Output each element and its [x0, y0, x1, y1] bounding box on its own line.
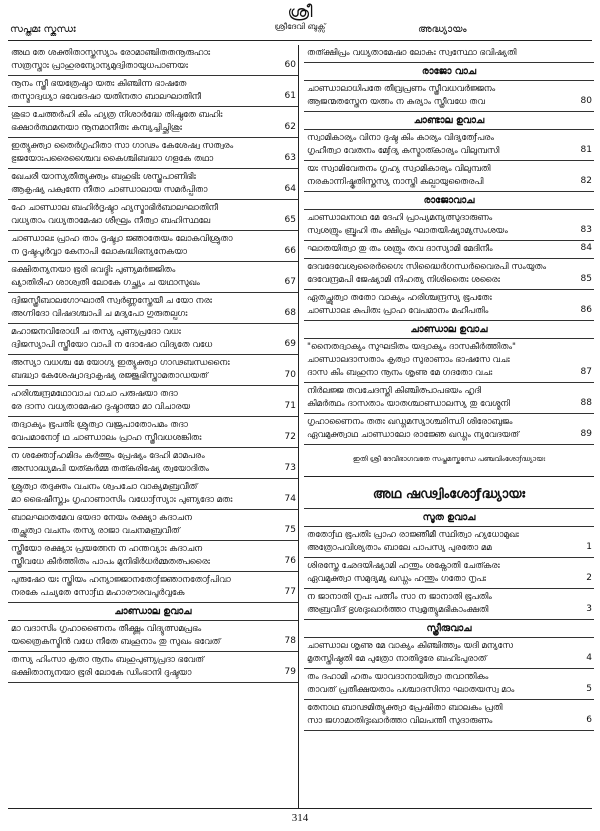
verse-block — [304, 527, 594, 558]
verse-line: ചാണ്ഡാലദാസതാം കൃത്വാ സുരാണാം ഭാഷസേ വചഃ — [307, 355, 510, 365]
verse-line: തം ദഹാമി ഹതം യാവദാനായിത്വാ തവാന്തികം — [307, 672, 489, 682]
verse-block — [304, 130, 594, 161]
verse-number: 85 — [580, 274, 592, 284]
verse-line: ശിരസ്തേ ഛേദയിഷ്യാമി ഹന്തും ശക്നോതി ചേത്കരഃ — [307, 561, 500, 571]
verse-number: 64 — [284, 184, 296, 194]
verse-line: വധ്യതാം വധ്യതാമേഷാ ശീഘ്രം നീത്വാ ബഹിസ്ഥലേ — [11, 216, 211, 226]
verse-block — [8, 231, 298, 262]
verse-number: 88 — [580, 398, 592, 408]
verse-block — [8, 479, 298, 510]
speaker-heading: ചാണ്ടാല ഉവാച — [304, 112, 594, 130]
column-divider — [298, 45, 299, 808]
verse-block — [8, 169, 298, 200]
verse-line: ഗൃഹാണൈനം തതഃ ഖഡ്ഗമസ്യാശ്ഛിന്ധി ശിരോബുജം — [307, 417, 513, 427]
verse-line: തതോƒഥ ഭൂപതിഃ പ്രാഹ രാജ്ഞീമീ സ്ഥിത്വാ ഹ്യധോമുഖഃ — [307, 530, 519, 540]
verse-block — [8, 621, 298, 652]
publisher-logo: ശ്രീ — [287, 2, 313, 21]
verse-block — [8, 541, 298, 572]
verse-block — [8, 386, 298, 417]
chapter-title: അഥ ഷഢ്വിംശോƒദ്ധ്യായഃ — [304, 477, 594, 509]
speaker-heading: സൂത ഉവാച — [304, 509, 594, 527]
verse-block — [304, 210, 594, 241]
verse-block — [304, 290, 594, 321]
verse-number: 87 — [580, 367, 592, 377]
publisher-mark — [8, 4, 592, 32]
verse-block — [304, 241, 594, 259]
page-number: 314 — [291, 812, 309, 824]
verse-number: 6 — [586, 715, 592, 725]
verse-number: 83 — [580, 225, 592, 235]
speaker-heading: രാജോ വാച — [304, 63, 594, 81]
verse-line: ചാണ്ഡാല ശൃണു മേ വാക്യം കിഞ്ചിത്ത്വം യദി മന്യസേ — [307, 641, 513, 651]
verse-line: രേ ദാസ വധ്യതാമേഷാ ദുഷ്ടാത്മാ മാ വിചാരയ — [11, 402, 191, 412]
verse-line: ദാസ കിം ബഹുനാ നൂനം ശൃണു മേ ഗദതോ വചഃ — [307, 368, 493, 378]
verse-block — [8, 652, 298, 683]
verse-block — [304, 81, 594, 112]
verse-line: ബാലഘാതമേവ ഭയദാ നേയം രക്ഷ്യാ കദാചന — [11, 513, 192, 523]
verse-block — [8, 107, 298, 138]
colophon: ഇതി ശ്രീ ദേവീഭാഗവതേ സപ്തമസ്കന്ധേ പഞ്ചവിംശോƒദ്ധ്യായഃ — [304, 445, 594, 477]
verse-number: 84 — [580, 243, 592, 253]
verse-block — [8, 45, 298, 76]
verse-line: അബ്രവീദ് ഭൃശദുഃഖാർത്താ സ്വമൃത്യുമഭികാംക്ഷതി — [307, 605, 489, 615]
verse-line: നിർലജ്ജ തവചേദസ്തി കിഞ്ചിത്പാപഭയം ഹൃദി — [307, 386, 482, 396]
verse-block — [8, 510, 298, 541]
verse-line: സ്ത്രീയോ രക്ഷ്യാഃ പ്രയത്നേന ന ഹന്തവ്യാഃ കദാചന — [11, 544, 203, 554]
verse-line: ചാണ്ഡാലാധിപതേ തീവ്രപ്രണം സ്ത്രീവധവർജ്ജനം — [307, 84, 496, 94]
verse-block — [304, 161, 594, 192]
verse-number: 62 — [284, 122, 296, 132]
page-header — [8, 4, 592, 40]
verse-number: 78 — [284, 636, 296, 646]
verse-line: ഭക്ഷാർത്ഥമനയാ നൂനമാനീതഃ കമ്പ്യച്ചിച്ഛിശുഃ — [11, 123, 182, 133]
verse-number: 66 — [284, 246, 296, 256]
verse-number: 70 — [284, 370, 296, 380]
footer-rule — [8, 808, 592, 809]
verse-line: ദേവദേവേശ്വരൈർഗൈഃ സിദ്ധൈർഗന്ധർവൈരപി സംയുതം — [307, 262, 547, 272]
verse-number: 72 — [284, 432, 296, 442]
verse-line: അസ്യാ വധശ്ച മേ യോഗ്യ ഇത്യുക്ത്വാ ഗാഢബന്ധനൈഃ — [11, 358, 230, 368]
verse-number: 4 — [586, 653, 592, 663]
running-head-left: സപ്തമഃ സ്കന്ധഃ — [10, 24, 76, 35]
verse-line: ന ശക്തോƒഹമിദം കർത്തും പ്രേഷ്യം ദേഹി മാമപരം — [11, 451, 205, 461]
verse-line: അഗ്നിദോ വിഷദശ്ചാപി ച മദ്യപോ ഗുരുതല്പഗഃ — [11, 309, 188, 319]
verse-line: കിമർത്ഥം ദാസതാം യാതശ്ചാണ്ഡാലസ്യ തു വേശ്മനി — [307, 399, 510, 409]
verse-number: 73 — [284, 463, 296, 473]
verse-line: അത്രോപവിശ്യതാം ബാലേ പാപസ്യ പുരതോ മമ — [307, 543, 492, 553]
verse-line: ആകൃഷ്യ പക്വന്നേ നീതാ ചാണ്ഡാലായ സമർപ്പിതാ — [11, 185, 208, 195]
verse-block — [304, 259, 594, 290]
verse-block — [8, 355, 298, 386]
verse-line: മാ ഭൈഷീസ്ത്വം ഗൃഹാണാസിം വധോƒസ്യാഃ പുണ്യദോ മതഃ — [11, 495, 233, 505]
verse-block — [304, 589, 594, 620]
verse-number: 86 — [580, 305, 592, 315]
verse-number: 68 — [284, 308, 296, 318]
verse-line: ചാണ്ഡാലഃ പ്രാഹ താം ദൃഷ്ട്വാ ജ്ഞാതേയം ലോകവിശ്രുതാ — [11, 234, 233, 244]
verse-number: 2 — [586, 573, 592, 583]
verse-line: ഏതച്ഛ്രുത്വാ തതോ വാക്യം ഹരിശ്ചന്ദ്രസ്യ ഭൂപതേഃ — [307, 293, 492, 303]
verse-number: 71 — [284, 401, 296, 411]
verse-block — [8, 448, 298, 479]
verse-line: ശ്രുത്വാ തദുക്തം വചനം ശ്വപചോ വാക്യമബ്രവീത് — [11, 482, 198, 492]
speaker-heading: ചാണ്ഡാല ഉവാച — [8, 603, 298, 621]
verse-line: യഃ സ്വാമിവേതനം ഗൃഹ്യ സ്വാമികാര്യം വിലുമ്പതി — [307, 164, 491, 174]
verse-line: തേനാഥ ബാഢമിത്യുക്ത്വാ പ്രേഷിതാ ബാലകം പ്രതി — [307, 703, 503, 713]
verse-number: 65 — [284, 215, 296, 225]
speaker-heading: ചാണ്ഡാല ഉവാച — [304, 321, 594, 339]
verse-line: സ്വാമികാര്യം വിനാ ദുഷ്ട കിം കാര്യം വിദ്യതേƒപരം — [307, 133, 494, 143]
verse-number: 80 — [580, 96, 592, 106]
header-rule — [8, 40, 592, 41]
verse-line: ദ്വിജസ്ത്രീബാലഗോഘാതീ സ്വർണ്ണസ്തേയീ ച യോ നരഃ — [11, 296, 212, 306]
verse-block — [8, 138, 298, 169]
verse-line: യത്രൈകസ്മിൻ വധേ നീതേ ബഹൂനാം തു സുഖം ഭവേത് — [11, 637, 221, 647]
verse-block — [8, 262, 298, 293]
verse-line: ചാണ്ഡാലഃ കുപിതഃ പ്രാഹ വേപമാനം മഹീപതിം — [307, 306, 489, 316]
running-head-right: അദ്ധ്യായം — [418, 24, 467, 35]
verse-block — [8, 572, 298, 603]
verse-line: ഹേ ചാണ്ഡാല ബഹിർദൃഷ്ടാ ഹ്യസ്മാഭിർബാലഘാതിനീ — [11, 203, 218, 213]
verse-line: ഖ്യാതിരീഹ ശാശ്വതീ ലോകേ ഗച്ഛ്യം ച യഥാസുഖം — [11, 278, 200, 288]
publisher-name: ശ്രീദേവി ബുക്സ് — [274, 22, 326, 31]
verse-line: അസാദ്ധ്യമപി യത്കർമ്മ തത്കരിഷ്യേ ത്വയോദിതം — [11, 464, 209, 474]
verse-line: ഗൃഹീത്വാ വേതനം മേƒദ്യ കസ്മാത്കാര്യം വിലുമ്പസി — [307, 146, 500, 156]
speaker-heading: സ്ത്രീരുവാച — [304, 620, 594, 638]
verse-line: ന ജാനാതി നൃപഃ പത്നീം സാ ന ജാനാതി ഭൂപതിം — [307, 592, 492, 602]
verse-line: ദ്വിജസ്യാപി സ്ത്രീയോ വാപി ന ദോഷോ വിദ്യതേ വധേ — [11, 340, 213, 350]
verse-line: തസ്മാദ്വധ്യാ ഭവേദേഷാ യതിനതാ ബാലഘാതിനീ — [11, 92, 202, 102]
verse-line: ഘാതയിത്വാ തു തം ശത്രും തവ ദാസ്യാമി മേദിനീം — [307, 244, 493, 254]
verse-line: "നൈതദ്വാക്യം സുഘടിതം യദ്വാക്യം ദാസകീർത്തിതം" — [307, 342, 516, 352]
verse-line: ആജന്മതസ്തേന യത്നം ന കുര്യാം സ്ത്രീവധേ തവ — [307, 97, 485, 107]
verse-line: നരകാന്നിഷ്കൃതിസ്തസ്യ നാസ്തി കല്പായുതൈരപി — [307, 177, 484, 187]
verse-number: 5 — [586, 684, 592, 694]
verse-line: തച്ഛ്രുത്വാ വചനം തസ്യ രാജാ വചനമബ്രവീത് — [11, 526, 180, 536]
verse-line: ഭക്ഷിതന്യനയാ ഭൂരി ഭവദ്ഭിഃ പുണ്യമർജ്ജിതം — [11, 265, 176, 275]
verse-line: തത്ക്ഷിപ്രം വധ്യതാമേഷാ ലോകഃ സ്വസ്ഥോ ഭവിഷ്യതി — [307, 48, 517, 58]
verse-number: 3 — [586, 604, 592, 614]
verse-line: ഏവമുക്ത്വാ സമുദ്യമ്യ ഖഡ്ഗം ഹന്തും ഗതോ നൃപഃ — [307, 574, 486, 584]
verse-block — [8, 324, 298, 355]
verse-line: സാ ജഗാമാതിദുഃഖാർത്താ വിലപന്തീ സുദാരുണം — [307, 716, 493, 726]
verse-line: ദേവേന്ദ്രമപി ജേഷ്യാമി നിഹത്യ നിശിതൈഃ ശരൈഃ — [307, 275, 500, 285]
verse-number: 77 — [284, 587, 296, 597]
left-column — [8, 45, 298, 683]
verse-number: 69 — [284, 339, 296, 349]
verse-line: ഭക്ഷിതാന്യനയാ ഭൂരി ലോകേ ഡിംഭാനി ദുഷ്ടയാ — [11, 668, 192, 678]
verse-block — [304, 383, 594, 414]
verse-line: ശുഭാ ചേത്തർഹി കിം ഹ്യത്ര നിശാർദ്ധേ തിഷ്ഠതേ ബഹിഃ — [11, 110, 223, 120]
verse-line: ചാണ്ഡാലനാഥ മേ ദേഹി പ്രാപ്യമന്യത്സുദാരുണം — [307, 213, 493, 223]
verse-block — [304, 700, 594, 731]
verse-line: ഇത്യുക്ത്വാ തൈർഗൃഹീതാ സാ ഗാഢം കേശേഷ്വ സത്വരം — [11, 141, 234, 151]
verse-number: 75 — [284, 525, 296, 535]
verse-line: അഥ തേ ശക്തിതാസ്തസ്യാം രോമാഞ്ചിതതനൂരുഹാഃ — [11, 48, 211, 58]
verse-line: ഹരിശ്ചന്ദ്രമഥോവാച വാചാ പരുഷയാ തദാ — [11, 389, 178, 399]
verse-number: 82 — [580, 176, 592, 186]
verse-number: 63 — [284, 153, 296, 163]
verse-block — [304, 339, 594, 383]
verse-number: 81 — [580, 145, 592, 155]
verse-line: ഭുജയോഃപരൈശ്ചൈവ കൈശ്ചിബദ്ധാ ഗളകേ തഥാ — [11, 154, 214, 164]
verse-line: തസ്യ ഹിംസാ കൃതാ നൂനം ബഹുപുണ്യപ്രദാ ഭവേത് — [11, 655, 204, 665]
verse-line: നൂനം സ്ത്രീ ഭയത്രേഷ്ടാ യതഃ കിഞ്ചിന്ന ഭാഷതേ — [11, 79, 187, 89]
verse-line: ഖേചരീ യാസ്യതീത്യുക്ത്വം ബഹുഭിഃ ശസ്ത്രപാണിഭിഃ — [11, 172, 196, 182]
verse-line: ന ദൃഷ്ടപൂർവ്വാ കേനാപി ലോകദ്ധിഭന്യനേകയാ — [11, 247, 187, 257]
verse-number: 79 — [284, 667, 296, 677]
verse-block — [8, 76, 298, 107]
verse-block — [304, 45, 594, 63]
verse-line: താവത് പ്രതീക്ഷയതാം പശ്ചാദസിനാ ഘാതയസ്വ മാം — [307, 685, 515, 695]
verse-line: വേപമാനോƒ ഥ ചാണ്ഡാലം പ്രാഹ സ്ത്രീവധശങ്കിതഃ — [11, 433, 202, 443]
verse-block — [304, 638, 594, 669]
verse-block — [304, 558, 594, 589]
verse-block — [8, 200, 298, 231]
verse-number: 67 — [284, 277, 296, 287]
verse-line: ഏവമുക്ത്വാഥ ചാണ്ഡാലോ രാജ്ഞേ ഖഡ്ഗം ന്യവേദയത് — [307, 430, 520, 440]
verse-line: മഹാജനവിരോധീ ച തസ്യ പുണ്യപ്രദോ വധഃ — [11, 327, 181, 337]
speaker-heading: രാജോവാച — [304, 192, 594, 210]
verse-line: മൃതസ്തിഷ്ഠതി മേ പുത്രോ നാതിദൂരേ ബഹിഃപുരാത് — [307, 654, 487, 664]
verse-number: 74 — [284, 494, 296, 504]
verse-number: 1 — [586, 542, 592, 552]
verse-number: 76 — [284, 556, 296, 566]
verse-line: സ്ത്രീവധേ കീർത്തിതം പാപം മുനിഭിർധർമ്മതത്പരൈഃ — [11, 557, 211, 567]
verse-block — [8, 293, 298, 324]
verse-line: സ്വശത്രും ബ്രൂഹി തം ക്ഷിപ്രം ഘാതയിഷ്യാമ്യസംശയം — [307, 226, 508, 236]
right-column — [304, 45, 594, 731]
verse-line: പുരുഷോ യഃ സ്ത്രിയം ഹന്യാജ്ജാനതോƒജ്ഞാനതോƒപിവാ — [11, 575, 231, 585]
verse-number: 60 — [284, 60, 296, 70]
verse-line: നരകേ പച്യതേ സോƒഥ മഹാരൗരവപൂർവ്വകേ — [11, 588, 185, 598]
verse-block — [304, 414, 594, 445]
verse-line: ബദ്ധ്വാ കേശേഷ്വാദ്വാകൃഷ്യ രജ്ജുഭിസ്താമതാഡയത് — [11, 371, 208, 381]
verse-block — [304, 669, 594, 700]
verse-block — [8, 417, 298, 448]
verse-line: തദ്വാക്യം ഭൂപതിഃ ശ്രുത്വാ വജ്രപാതോപമം തദാ — [11, 420, 188, 430]
verse-line: മാ വദാസിം ഗൃഹാണൈനം തീക്ഷ്ണം വിദ്യുത്സമപ്രഭം — [11, 624, 202, 634]
verse-number: 89 — [580, 429, 592, 439]
verse-line: സത്രസ്താഃ പ്രാഹുരന്യോന്യമുദ്വിതായുധപാണയഃ — [11, 61, 188, 71]
verse-number: 61 — [284, 91, 296, 101]
